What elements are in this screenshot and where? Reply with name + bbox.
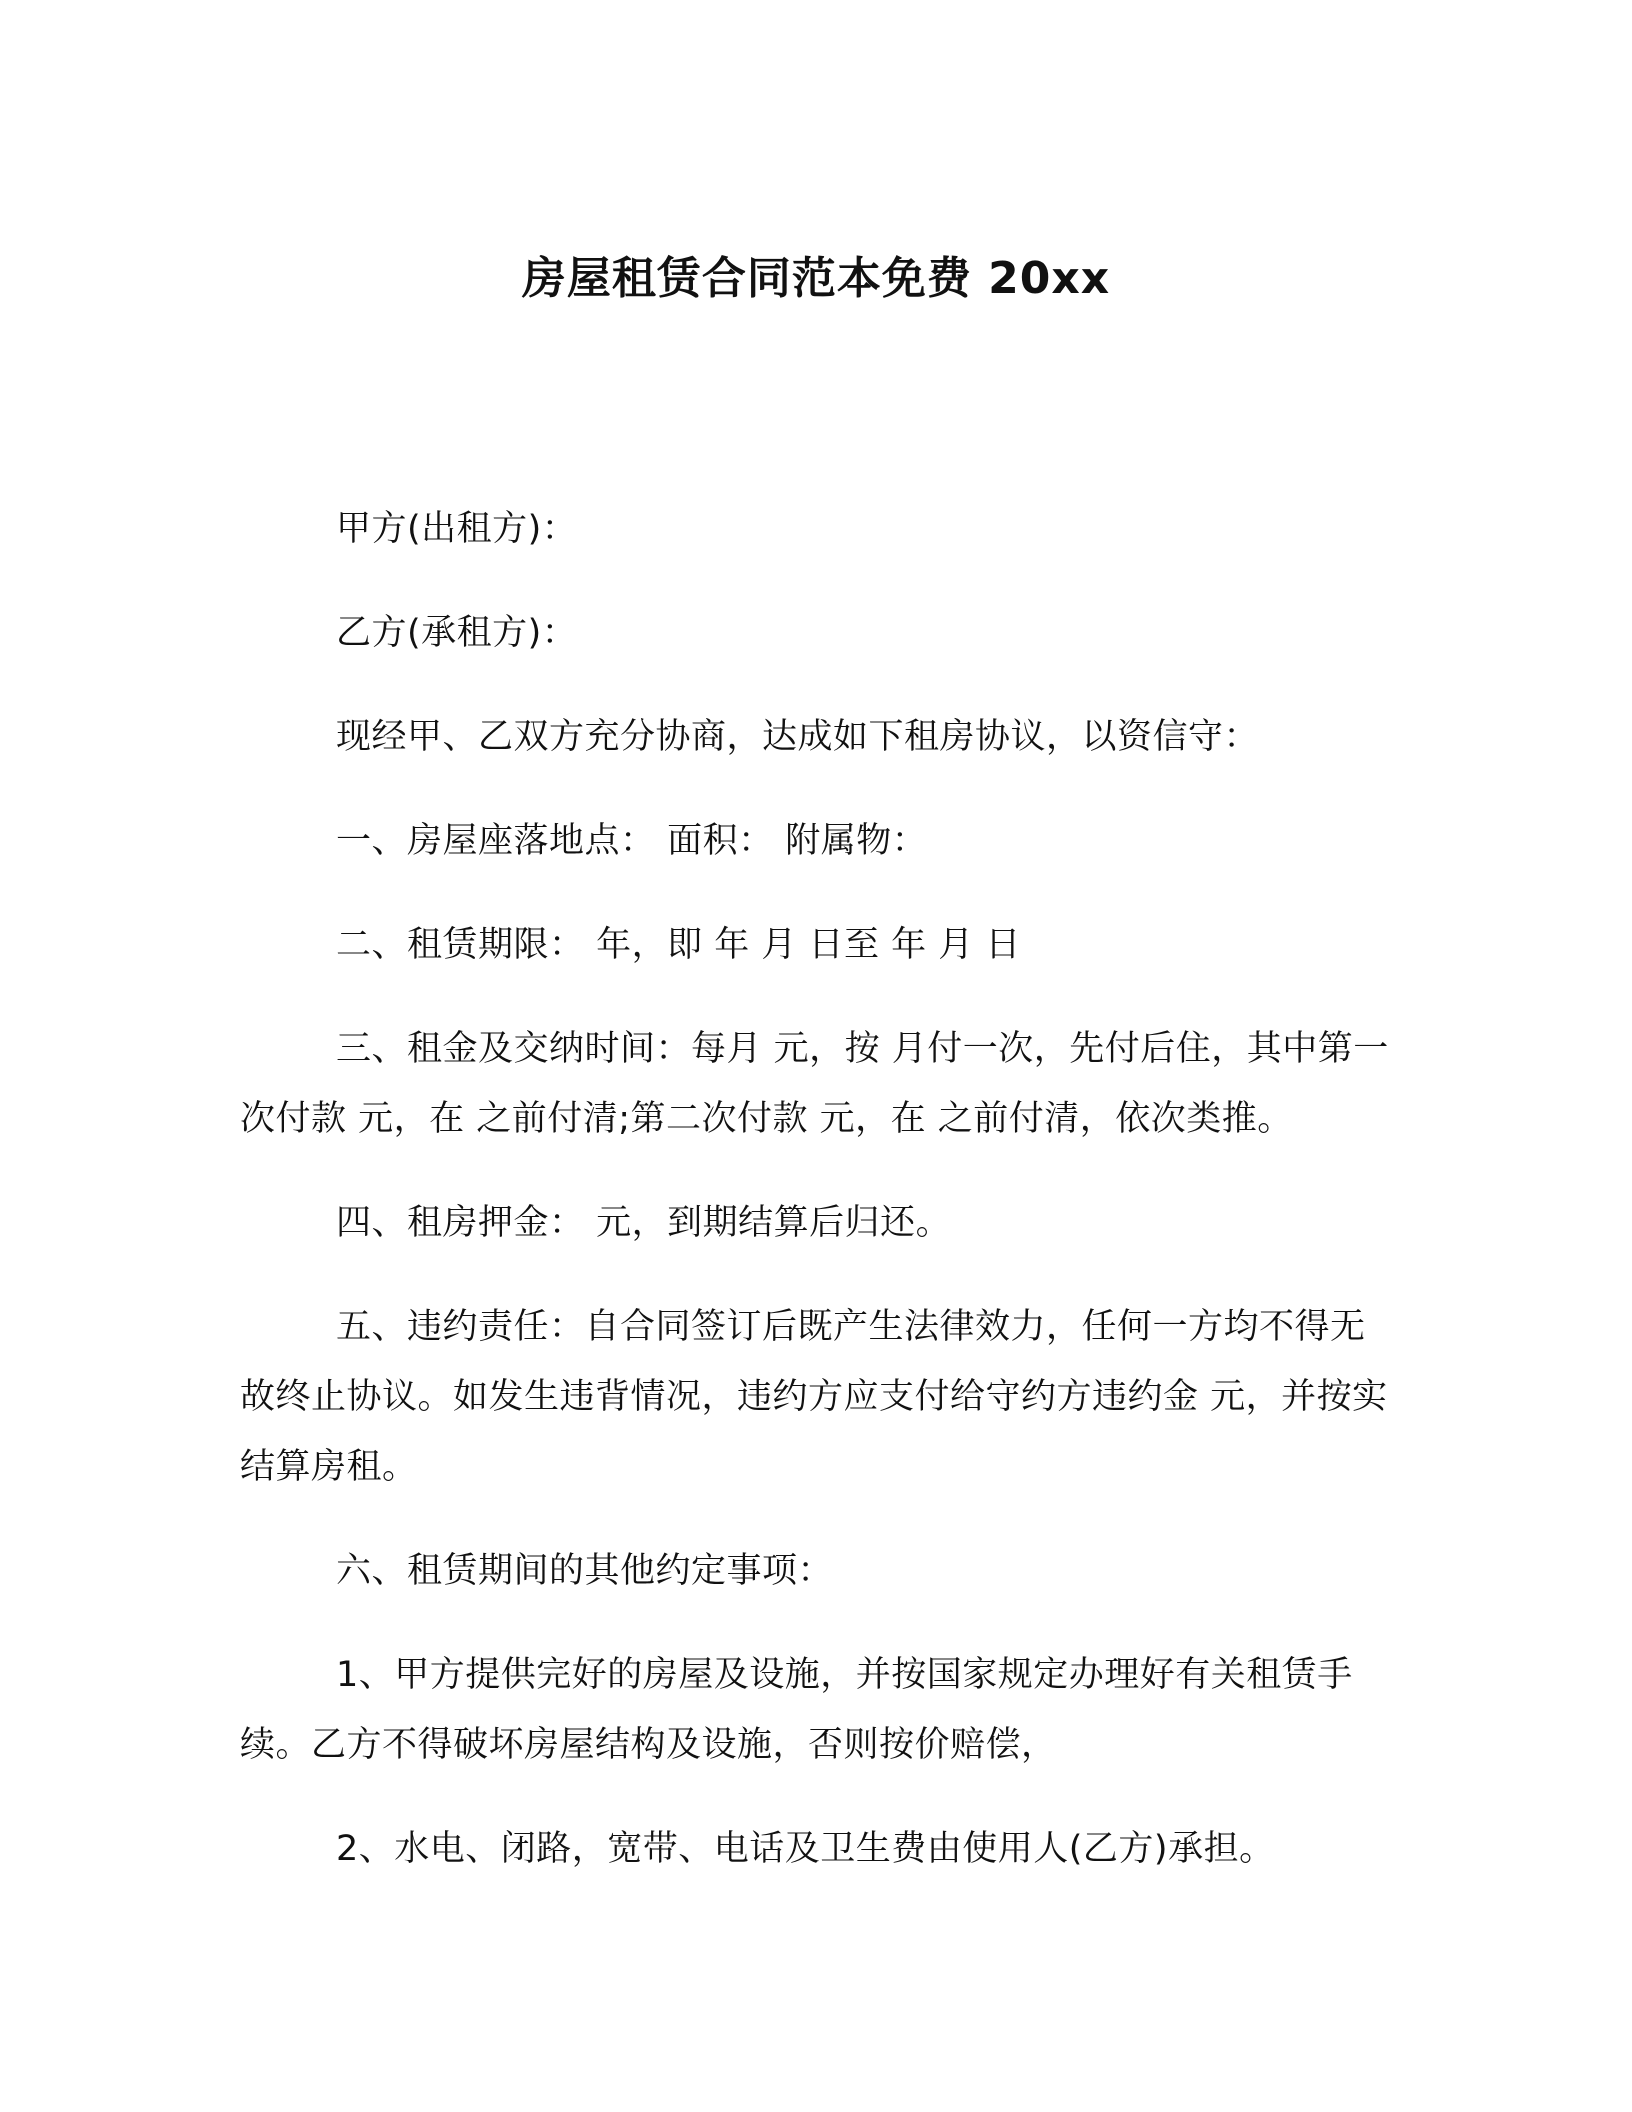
clause-6-other-terms: 六、租赁期间的其他约定事项： — [336, 1551, 834, 1591]
document-title: 房屋租赁合同范本免费 20xx — [521, 253, 1111, 305]
clause-2-term: 二、租赁期限： 年，即 年 月 日至 年 月 日 — [336, 925, 1021, 965]
agreement-intro: 现经甲、乙双方充分协商，达成如下租房协议，以资信守： — [336, 717, 1260, 757]
clause-1-location: 一、房屋座落地点： 面积： 附属物： — [336, 821, 928, 861]
clause-5-liability: 五、违约责任：自合同签订后既产生法律效力，任何一方均不得无故终止协议。如发生违背情况，违约方应支付给守约方违约金 元，并按实结算房租。 — [240, 1307, 1388, 1487]
party-a-line: 甲方(出租方)： — [336, 509, 578, 549]
clause-4-deposit: 四、租房押金： 元，到期结算后归还。 — [336, 1203, 952, 1243]
term-item-1: 1、甲方提供完好的房屋及设施，并按国家规定办理好有关租赁手续。乙方不得破坏房屋结构及设施，否则按价赔偿， — [240, 1655, 1353, 1765]
contract-body — [240, 494, 1392, 1884]
clause-3-rent: 三、租金及交纳时间：每月 元，按 月付一次，先付后住，其中第一次付款 元，在 之前付清;第二次付款 元，在 之前付清，依次类推。 — [240, 1029, 1389, 1139]
party-b-line: 乙方(承租方)： — [336, 613, 578, 653]
term-item-2: 2、水电、闭路，宽带、电话及卫生费由使用人(乙方)承担。 — [336, 1829, 1275, 1869]
